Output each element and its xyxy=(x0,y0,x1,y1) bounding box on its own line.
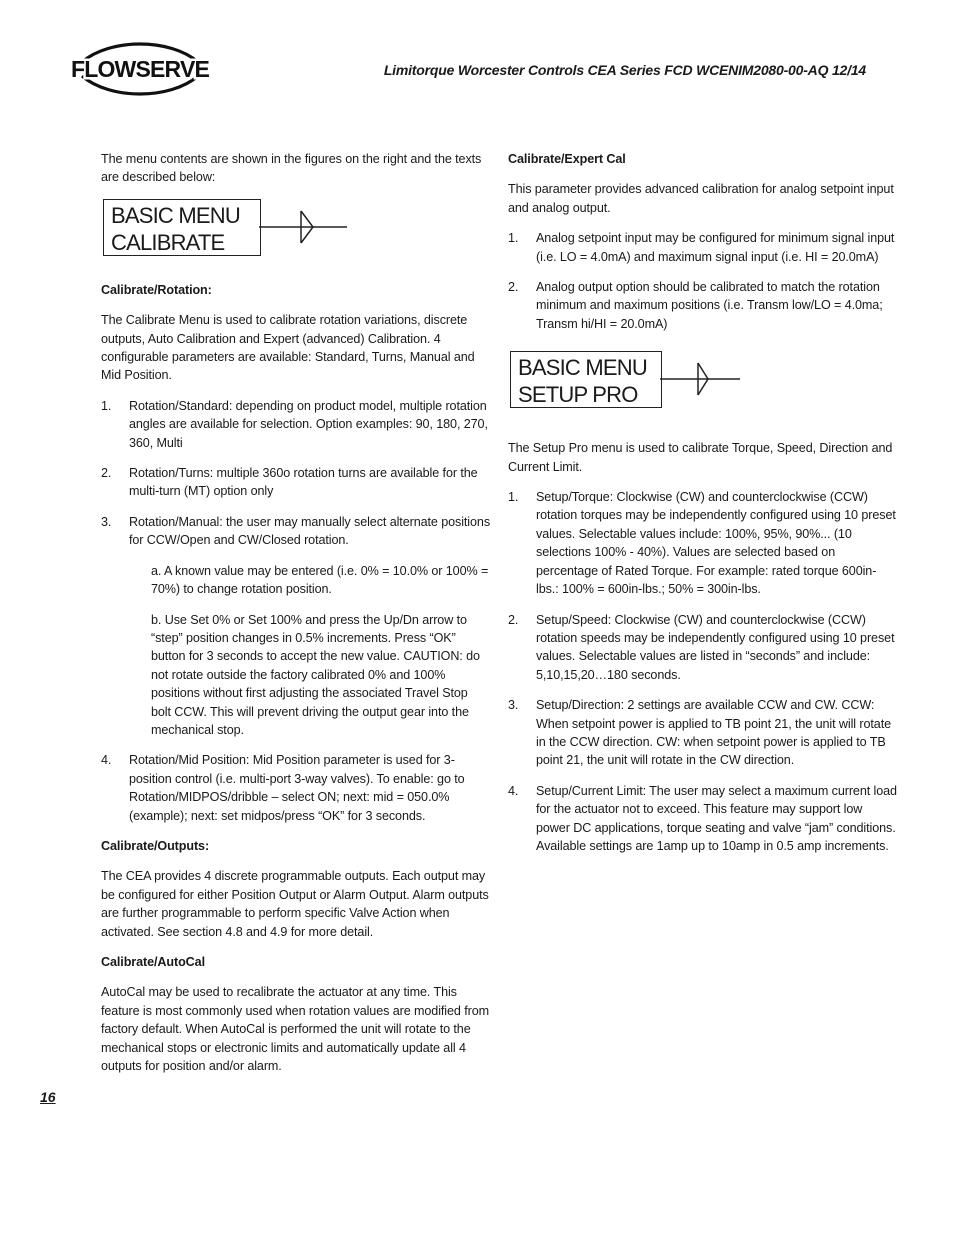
list-number: 3. xyxy=(508,698,519,713)
expert-list xyxy=(508,229,898,333)
list-text: Rotation/Standard: depending on product model, multiple rotation angles are available for selection. Option examples: 90, 180, 270, 360, Multi xyxy=(129,398,488,450)
list-item xyxy=(508,782,898,856)
setup-list xyxy=(508,488,898,855)
manual-sub-items xyxy=(129,562,491,740)
list-item xyxy=(101,751,491,825)
right-column xyxy=(508,150,898,867)
list-item xyxy=(508,696,898,770)
outputs-heading: Calibrate/Outputs: xyxy=(101,838,210,853)
expert-heading: Calibrate/Expert Cal xyxy=(508,152,626,166)
calibrate-menu-box xyxy=(103,199,261,256)
outputs-body: The CEA provides 4 discrete programmable outputs. Each output may be configured for either Position Output or Alarm Output. Alarm outputs are further programmable to perform specific Valve Action when activated. See section 4.8 and 4.9 for more detail. xyxy=(101,869,489,939)
list-text: Rotation/Mid Position: Mid Position parameter is used for 3-position control (i.e. multi-port 3-way valves). To enable: go to Rotation/MIDPOS/dribble – select ON; next: mid = 050.0% (example); next: set midpos/press “OK” for 3 seconds. xyxy=(129,753,465,823)
calibrate-menu-figure xyxy=(103,199,491,257)
list-item xyxy=(101,513,491,739)
sub-item-a: a. A known value may be entered (i.e. 0% = 10.0% or 100% = 70%) to change rotation position. xyxy=(151,563,489,597)
left-column xyxy=(101,150,491,1087)
sub-item-b: b. Use Set 0% or Set 100% and press the Up/Dn arrow to “step” position changes in 0.5% increments. Press “OK” button for 3 seconds to accept the new value. CAUTION: do not rotate outside the factory calibrated 0% and 100% positions without first adjusting the associated Travel Stop bolt CCW. This will prevent driving the output gear into the mechanical stop. xyxy=(151,612,480,737)
list-text: Analog output option should be calibrated to match the rotation minimum and maximum positions (i.e. Transm low/LO = 4.0ma; Transm hi/HI = 20.0mA) xyxy=(536,280,883,331)
list-text: Rotation/Manual: the user may manually select alternate positions for CCW/Open and CW/Closed rotation. xyxy=(129,514,491,548)
list-item xyxy=(101,397,491,452)
setup-body: The Setup Pro menu is used to calibrate Torque, Speed, Direction and Current Limit. xyxy=(508,441,893,474)
page-number: 16 xyxy=(40,1089,56,1105)
list-text: Setup/Direction: 2 settings are available CCW and CW. CCW: When setpoint power is applied to TB point 21, the unit will rotate in the CCW direction. CW: when setpoint power is applied to TB point 21, the unit will rotate in the CW direction. xyxy=(536,698,891,768)
menu-line-2: CALIBRATE xyxy=(111,229,225,255)
menu-arrow-icon xyxy=(259,207,349,247)
menu-arrow-icon xyxy=(660,359,750,399)
autocal-body: AutoCal may be used to recalibrate the actuator at any time. This feature is most commonly used when rotation values are modified from factory default. When AutoCal is performed the unit will rotate to the mechanical stops or electronic limits and automatically update all 4 outputs for position and/or alarm. xyxy=(101,985,489,1074)
list-number: 3. xyxy=(101,514,112,529)
list-item xyxy=(508,229,898,266)
list-number: 4. xyxy=(101,753,112,768)
intro-paragraph: The menu contents are shown in the figures on the right and the texts are described below: xyxy=(101,152,482,185)
list-number: 2. xyxy=(508,612,519,627)
list-item xyxy=(101,464,491,501)
list-number: 2. xyxy=(508,280,519,295)
list-text: Rotation/Turns: multiple 360o rotation turns are available for the multi-turn (MT) option only xyxy=(129,466,478,499)
logo-wordmark: FLOWSERVE xyxy=(70,56,210,82)
expert-body: This parameter provides advanced calibration for analog setpoint input and analog output. xyxy=(508,182,894,215)
list-text: Setup/Current Limit: The user may select a maximum current load for the actuator not to exceed. This feature may support low power DC applications, torque seating and valve “jam” conditions. Available settings are 1amp up to 10amp in 0.5 amp increments. xyxy=(536,783,897,853)
list-text: Setup/Torque: Clockwise (CW) and counterclockwise (CCW) rotation torques may be independently configured using 10 preset values. Selectable values include: 100%, 95%, 90%... (10 selections 100% - 40%). Values are selected based on percentage of Rated Torque. For example: rated torque 600in-lbs.: 100% = 600in-lbs.; 50% = 300in-lbs. xyxy=(536,490,896,597)
list-item xyxy=(508,488,898,598)
menu-line-1: BASIC MENU xyxy=(518,355,647,381)
list-text: Analog setpoint input may be configured for minimum signal input (i.e. LO = 4.0mA) and maximum signal input (i.e. HI = 20.0mA) xyxy=(536,231,895,264)
rotation-body: The Calibrate Menu is used to calibrate rotation variations, discrete outputs, Auto Calibration and Expert (advanced) Calibration. 4 configurable parameters are available: Standard, Turns, Manual and Mid Position. xyxy=(101,313,475,383)
rotation-list xyxy=(101,397,491,825)
rotation-heading: Calibrate/Rotation: xyxy=(101,282,212,297)
list-item xyxy=(508,611,898,685)
menu-line-1: BASIC MENU xyxy=(111,202,240,228)
autocal-heading: Calibrate/AutoCal xyxy=(101,955,205,969)
list-number: 4. xyxy=(508,783,519,798)
list-number: 1. xyxy=(508,490,519,505)
list-item xyxy=(508,278,898,333)
list-text: Setup/Speed: Clockwise (CW) and counterclockwise (CCW) rotation speeds may be independently configured using 10 preset values. Selectable values are listed in “seconds” and include: 5,10,15,20…180 seconds. xyxy=(536,612,895,682)
setup-pro-menu-figure xyxy=(510,351,898,409)
flowserve-logo xyxy=(70,42,210,96)
list-number: 1. xyxy=(101,398,112,413)
list-number: 2. xyxy=(101,466,112,481)
list-number: 1. xyxy=(508,231,519,246)
flowserve-logo-graphic xyxy=(70,42,210,96)
document-title: Limitorque Worcester Controls CEA Series FCD WCENIM2080-00-AQ 12/14 xyxy=(383,62,866,78)
setup-pro-menu-box xyxy=(510,351,662,408)
menu-line-2: SETUP PRO xyxy=(518,382,638,408)
